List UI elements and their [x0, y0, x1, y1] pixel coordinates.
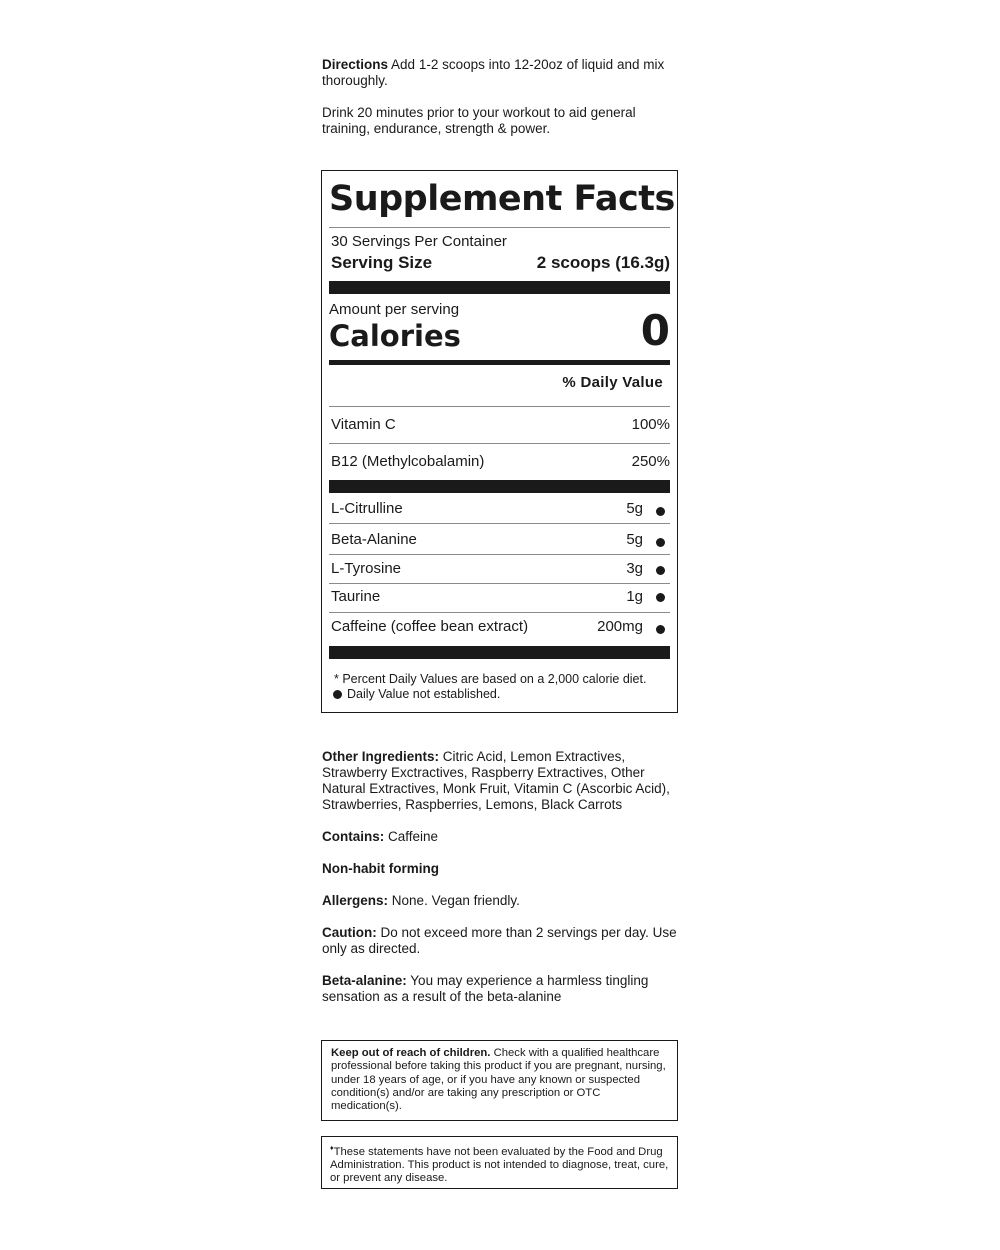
bullet-icon — [656, 593, 665, 602]
contains-label: Contains: — [322, 829, 385, 844]
divider — [329, 443, 670, 444]
bullet-icon — [656, 507, 665, 516]
caution — [322, 925, 678, 957]
ingredient-name: L-Citrulline — [331, 500, 403, 517]
allergens — [322, 893, 678, 909]
ingredient-amount: 1g — [626, 588, 643, 605]
footnote-daily-value: Daily Value not established. — [347, 687, 501, 701]
directions-text: Add 1-2 scoops into 12-20oz of liquid and mix thoroughly. — [322, 57, 665, 88]
ingredient-name: Taurine — [331, 588, 381, 605]
directions-paragraph — [322, 57, 678, 89]
amount-per-serving: Amount per serving — [329, 301, 460, 318]
supplement-facts-panel — [321, 170, 678, 713]
non-habit-forming — [322, 861, 678, 877]
allergens-text: None. Vegan friendly. — [391, 893, 520, 908]
other-ingredients-text: Citric Acid, Lemon Extractives, Strawberry Exctractives, Raspberry Extractives, Other Natural Extractives, Monk Fruit, Vitamin C (Ascorbic Acid), Strawberries, Raspberries, Lemons, Black Carrots — [322, 749, 670, 812]
beta-alanine-label: Beta-alanine: — [322, 973, 407, 988]
contains-text: Caffeine — [388, 829, 439, 844]
directions-label: Directions — [322, 57, 389, 72]
divider — [329, 554, 670, 555]
directions-section — [322, 57, 678, 137]
servings-per-container: 30 Servings Per Container — [331, 233, 507, 250]
warning-paragraph — [331, 1047, 669, 1113]
nutrient-name: Vitamin C — [331, 416, 396, 433]
other-ingredients — [322, 749, 678, 813]
calories-value: 0 — [640, 306, 670, 355]
bullet-icon — [656, 625, 665, 634]
calories-label: Calories — [329, 319, 461, 353]
fda-paragraph — [330, 1142, 673, 1186]
other-ingredients-label: Other Ingredients: — [322, 749, 440, 764]
warning-text: Check with a qualified healthcare professional before taking this product if you are pregnant, nursing, under 18 years of age, or if you have any known or suspected condition(s) and/or are taking any prescription or OTC medication(s). — [331, 1047, 666, 1113]
caution-text: Do not exceed more than 2 servings per day. Use only as directed. — [322, 925, 677, 956]
ingredient-amount: 3g — [626, 560, 643, 577]
divider — [329, 612, 670, 613]
ingredient-amount: 5g — [626, 500, 643, 517]
directions-text-2: Drink 20 minutes prior to your workout to aid general training, endurance, strength & power. — [322, 105, 636, 136]
warning-label: Keep out of reach of children. — [331, 1047, 491, 1059]
facts-title: Supplement Facts — [329, 179, 675, 219]
nutrient-daily-value: 100% — [631, 416, 670, 433]
bullet-icon — [333, 690, 342, 699]
allergens-label: Allergens: — [322, 893, 389, 908]
ingredients-section — [322, 749, 678, 1021]
divider — [329, 523, 670, 524]
divider — [329, 227, 670, 228]
nutrient-daily-value: 250% — [631, 453, 670, 470]
serving-size-value: 2 scoops (16.3g) — [536, 253, 670, 272]
beta-alanine-note — [322, 973, 678, 1005]
beta-alanine-text: You may experience a harmless tingling sensation as a result of the beta-alanine — [322, 973, 649, 1004]
ingredient-name: Beta-Alanine — [331, 531, 417, 548]
caution-label: Caution: — [322, 925, 377, 940]
footnote-percent: * Percent Daily Values are based on a 2,000 calorie diet. — [334, 672, 647, 686]
ingredient-name: Caffeine (coffee bean extract) — [331, 618, 529, 635]
thick-divider — [329, 480, 670, 493]
ingredient-amount: 200mg — [597, 618, 643, 635]
divider — [329, 583, 670, 584]
non-habit-label: Non-habit forming — [322, 861, 439, 876]
diamond-icon: ♦ — [330, 1145, 334, 1152]
contains — [322, 829, 678, 845]
divider — [329, 406, 670, 407]
thick-divider — [329, 646, 670, 659]
ingredient-name: L-Tyrosine — [331, 560, 402, 577]
thick-divider — [329, 281, 670, 294]
fda-text: These statements have not been evaluated by the Food and Drug Administration. This product is not intended to diagnose, treat, cure, or prevent any disease. — [330, 1145, 669, 1185]
ingredient-amount: 5g — [626, 531, 643, 548]
serving-size-label: Serving Size — [331, 253, 433, 272]
fda-disclaimer-box — [321, 1136, 678, 1189]
nutrient-name: B12 (Methylcobalamin) — [331, 453, 485, 470]
bullet-icon — [656, 538, 665, 547]
medium-divider — [329, 360, 670, 365]
bullet-icon — [656, 566, 665, 575]
warning-box — [321, 1040, 678, 1121]
daily-value-header: % Daily Value — [562, 374, 663, 391]
